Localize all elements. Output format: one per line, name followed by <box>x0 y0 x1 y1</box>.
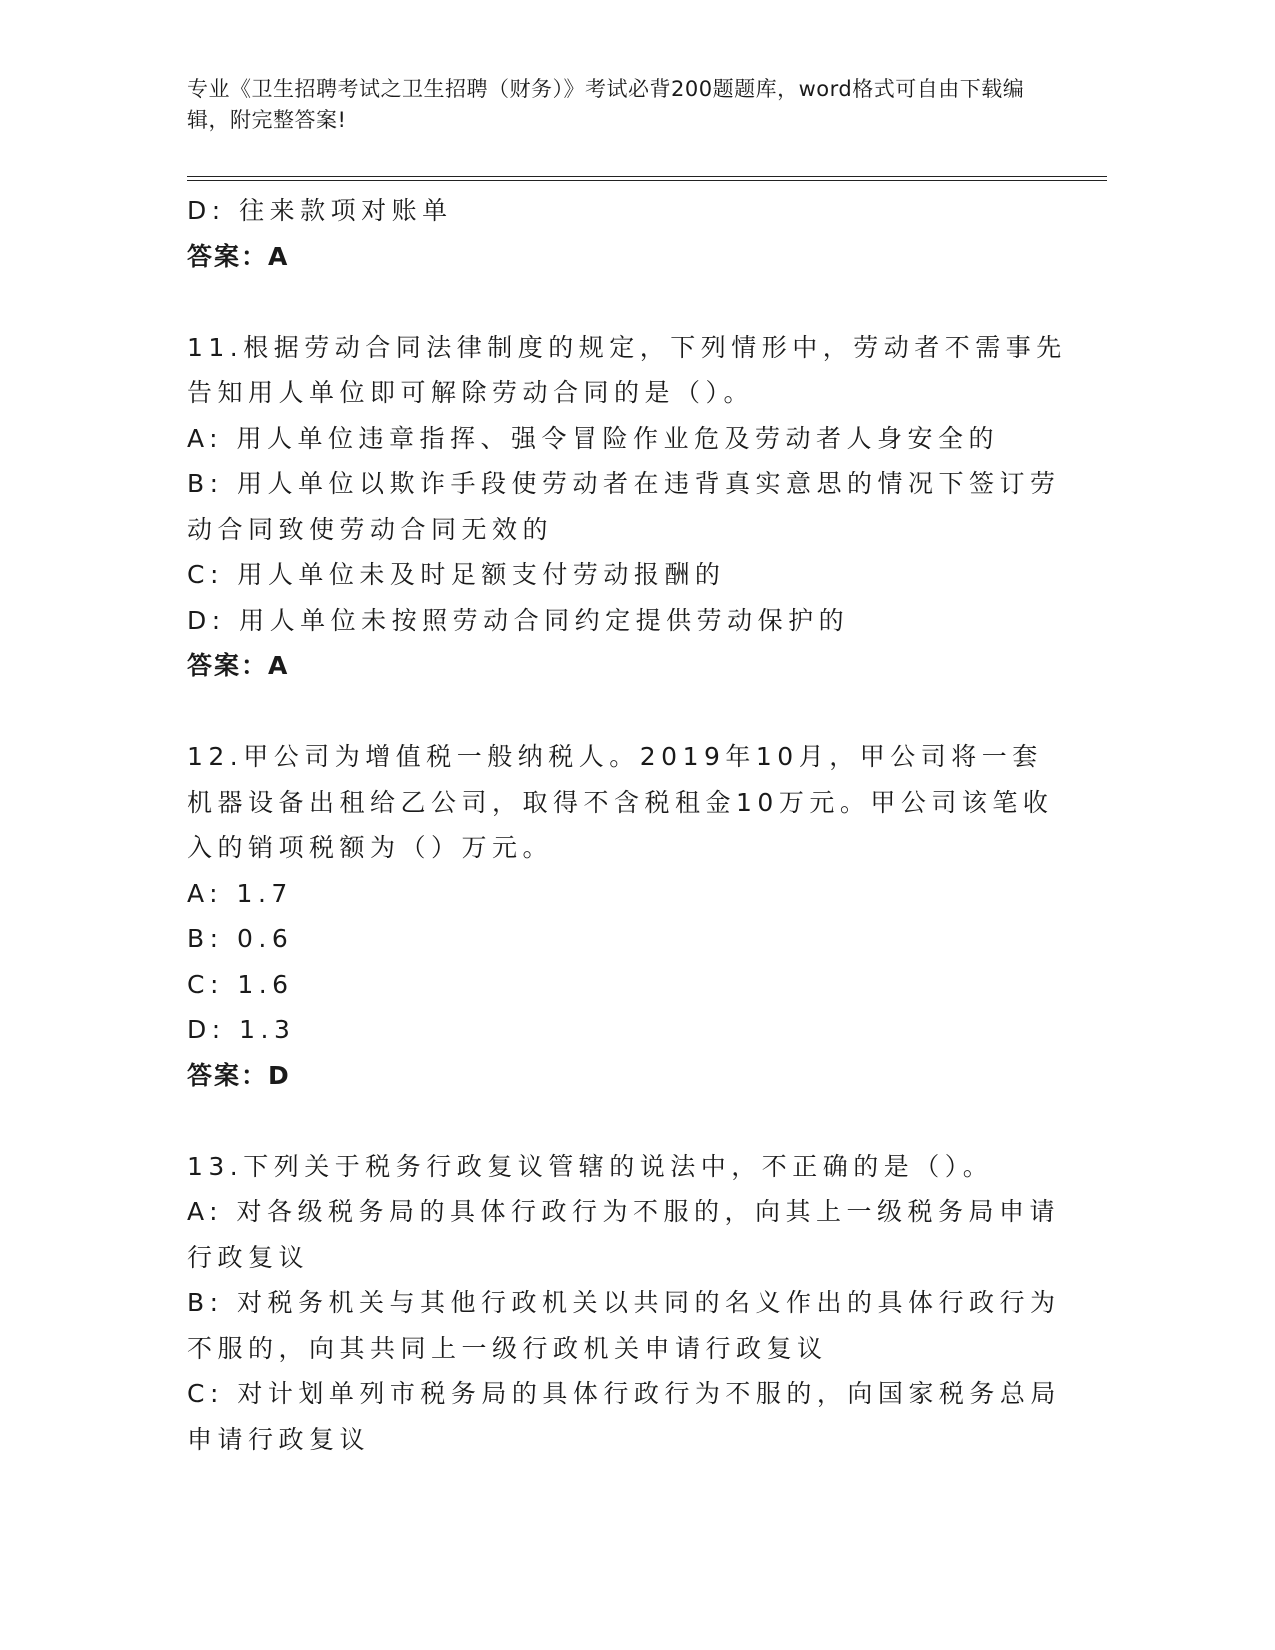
option-c: C: 对计划单列市税务局的具体行政行为不服的，向国家税务总局申请行政复议 <box>187 1379 1061 1454</box>
option-a: A: 1.7 <box>187 878 293 908</box>
question-list <box>187 188 1067 1462</box>
answer-line: 答案：A <box>187 651 290 680</box>
question-13 <box>187 1144 1067 1463</box>
question-stem: 12.甲公司为增值税一般纳税人。2019年10月，甲公司将一套机器设备出租给乙公司，取得不含税租金10万元。甲公司该笔收入的销项税额为（）万元。 <box>187 742 1054 862</box>
option-d: D: 1.3 <box>187 1015 296 1044</box>
document-header: 专业《卫生招聘考试之卫生招聘（财务）》考试必背200题题库，word格式可自由下载编辑，附完整答案! <box>187 77 1025 132</box>
question-stem: 13.下列关于税务行政复议管辖的说法中，不正确的是（）。 <box>187 1151 994 1181</box>
option-a: A: 对各级税务局的具体行政行为不服的，向其上一级税务局申请行政复议 <box>187 1197 1061 1272</box>
spacer <box>187 279 1067 325</box>
answer-line: 答案：D <box>187 1060 291 1090</box>
answer-line: 答案：A <box>187 241 290 271</box>
option-a: A: 用人单位违章指挥、强令冒险作业危及劳动者人身安全的 <box>187 423 1000 453</box>
question-11 <box>187 325 1067 689</box>
question-12 <box>187 734 1067 1098</box>
option-d: D: 往来款项对账单 <box>187 196 453 225</box>
header-divider <box>187 176 1107 181</box>
question-stem: 11.根据劳动合同法律制度的规定，下列情形中，劳动者不需事先告知用人单位即可解除劳动合同的是（）。 <box>187 332 1067 407</box>
option-b: B: 0.6 <box>187 924 294 953</box>
option-b: B: 对税务机关与其他行政机关以共同的名义作出的具体行政行为不服的，向其共同上一级行政机关申请行政复议 <box>187 1288 1061 1363</box>
option-c: C: 用人单位未及时足额支付劳动报酬的 <box>187 560 726 589</box>
option-c: C: 1.6 <box>187 969 294 999</box>
option-d: D: 用人单位未按照劳动合同约定提供劳动保护的 <box>187 605 850 635</box>
option-b: B: 用人单位以欺诈手段使劳动者在违背真实意思的情况下签订劳动合同致使劳动合同无效的 <box>187 469 1061 544</box>
spacer <box>187 1098 1067 1144</box>
spacer <box>187 689 1067 735</box>
document-page <box>187 0 1107 1650</box>
